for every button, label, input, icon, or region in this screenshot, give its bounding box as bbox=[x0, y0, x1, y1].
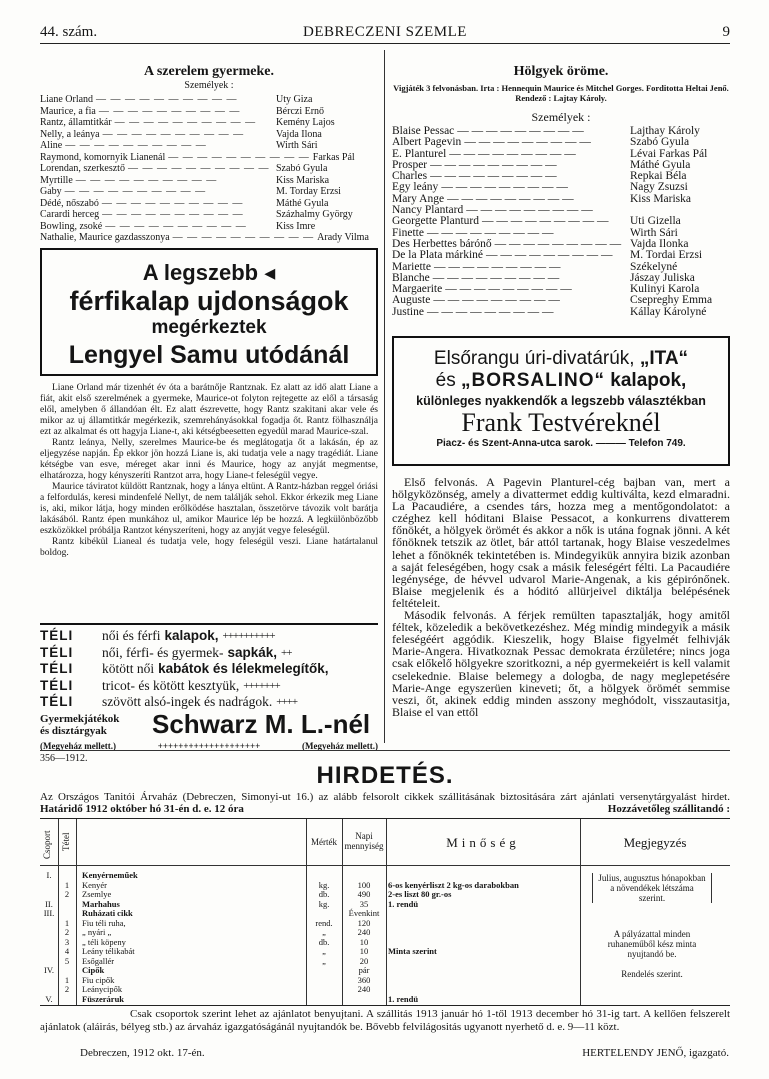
table-cell: „ téli köpeny bbox=[82, 936, 126, 947]
notice-footer: Csak csoportok szerint lehet az ajánlatot benyujtani. A szállitás 1913 január hó 1-től 1913 december hó 31-ig tart. A kellően felszerelt ajánlatok (aláirás, bélyeg stb.) az árvaház igazgatóságánál nyujtandók be. Bővebb felvilágositás ugyanott nyerhető d. e. 9—11 közt. bbox=[40, 1008, 730, 1033]
cast-role: Rantz, államtitkár bbox=[40, 117, 112, 128]
ad2-desc: kötött női bbox=[102, 661, 155, 676]
ad1-line4: Lengyel Samu utódánál bbox=[68, 341, 350, 369]
cast-row bbox=[40, 140, 378, 152]
cast-actor: Jászay Juliska bbox=[630, 271, 695, 284]
table-cell: Fiu cipők bbox=[82, 974, 115, 985]
table-cell: Esőgallér bbox=[82, 955, 115, 966]
table-cell: 100 bbox=[357, 879, 371, 890]
notice-intro bbox=[40, 791, 730, 815]
table-cell: 240 bbox=[357, 984, 371, 994]
table-cell: IV. bbox=[44, 965, 54, 975]
cast-role: Finette bbox=[392, 226, 424, 239]
table-cell: Kenyérneműek bbox=[82, 870, 138, 880]
table-cell: V. bbox=[45, 993, 53, 1004]
col-minoseg: Minőség bbox=[446, 835, 520, 850]
cast-row bbox=[40, 232, 378, 244]
table-cell: rend. bbox=[315, 917, 333, 928]
table-cell: II. bbox=[45, 898, 53, 909]
cast-role: Margaerite bbox=[392, 283, 443, 296]
cast-dash: — — — — — — — — — — bbox=[101, 197, 244, 209]
notice-ref: 356—1912. bbox=[40, 753, 88, 764]
col-napi: Napi mennyiség bbox=[344, 831, 384, 851]
cast-row bbox=[40, 221, 378, 233]
col-csoport: Csoport bbox=[42, 830, 52, 859]
cast-actor: Kiss Imre bbox=[276, 220, 316, 232]
cast-actor: Nagy Zsuzsi bbox=[630, 181, 688, 194]
table-cell: 10 bbox=[359, 936, 369, 947]
notice-signature: HERTELENDY JENŐ, igazgató. bbox=[582, 1047, 729, 1059]
ad2-row bbox=[40, 645, 378, 662]
cast-role: Liane Orland bbox=[40, 94, 94, 105]
right-subtitle: Vigjáték 3 felvonásban. Irta : Hennequin Maurice és Mitchel Gorges. Forditotta Heltai Jenő. Rendező : Lajtay Károly. bbox=[393, 83, 729, 103]
ad2-left2: és disztárgyak bbox=[40, 725, 107, 737]
ad-frank bbox=[392, 336, 730, 466]
table-cell: 490 bbox=[357, 889, 371, 899]
table-cell: Minta szerint bbox=[388, 946, 437, 956]
cast-row bbox=[40, 186, 378, 198]
ad2-bold: sapkák, bbox=[227, 644, 277, 660]
cast-role: Charles bbox=[392, 170, 428, 183]
cast-actor: Wirth Sári bbox=[630, 226, 678, 239]
cast-actor: M. Tordai Erzsi bbox=[630, 249, 703, 262]
table-cell: 4 bbox=[64, 946, 70, 956]
cast-row bbox=[392, 216, 730, 227]
ad3-line4: Frank Testvéreknél bbox=[461, 408, 661, 437]
table-cell: „ bbox=[322, 955, 326, 966]
table-cell: kg. bbox=[318, 898, 330, 909]
notice-date: Debreczen, 1912 okt. 17-én. bbox=[80, 1047, 205, 1059]
cast-dash: — — — — — — — — — bbox=[426, 226, 554, 239]
cast-dash: — — — — — — — — — — bbox=[65, 140, 207, 151]
cast-actor: Lajthay Károly bbox=[630, 125, 700, 137]
ad-schwarz bbox=[40, 628, 378, 711]
ad2-rule bbox=[40, 623, 378, 625]
cast-actor: Kiss Mariska bbox=[276, 174, 330, 186]
table-cell: Zsemlye bbox=[82, 889, 112, 899]
cast-row bbox=[392, 137, 730, 148]
cast-row bbox=[40, 106, 378, 118]
ad2-row bbox=[40, 678, 378, 695]
ad2-name: Schwarz M. L.-nél bbox=[152, 709, 371, 739]
cast-actor: Máthé Gyula bbox=[630, 158, 691, 171]
notice-table bbox=[40, 818, 730, 1006]
ad2-row bbox=[40, 661, 378, 678]
cast-role: Albert Pagevin bbox=[392, 136, 462, 149]
ad2-bold: kabátok és lélekmelegítők, bbox=[158, 661, 329, 676]
synopsis-paragraph: Rantz kibékül Lianeal és tudatja vele, hogy feleségül veszi. Liane határtalanul boldog. bbox=[40, 537, 378, 558]
cast-actor: Arady Vilma bbox=[317, 232, 369, 243]
journal-title: DEBRECZENI SZEMLE bbox=[303, 24, 467, 40]
cast-role: Aline bbox=[40, 140, 63, 151]
cast-dash: — — — — — — — — — bbox=[430, 170, 557, 183]
ad2-teli: TÉLI bbox=[40, 644, 74, 660]
table-cell: Füszeráruk bbox=[82, 993, 125, 1004]
table-cell: Marhahus bbox=[82, 898, 120, 909]
col-tetel: Tétel bbox=[61, 832, 71, 851]
cast-dash: — — — — — — — — — bbox=[430, 158, 557, 171]
ad2-bottom bbox=[40, 709, 378, 743]
cast-dash: — — — — — — — — — bbox=[433, 260, 561, 273]
ad2-row bbox=[40, 628, 378, 645]
cast-dash: — — — — — — — — — bbox=[441, 181, 568, 194]
synopsis-paragraph: Első felvonás. A Pagevin Planturel-cég bajban van, mert a hölgyközönség, amely a divattermet eddig kultiválta, kezd elmaradni. La Pacaudiére, a csendes társ, hozza meg a mentőgondolatot: a czéghez kell hóditani Blaise Pessacot, a konkurrens divatterem főnökét, a hölgyek örömét és akkor a nők is utána fognak jönni. A két főnöknek tetszik az ötlet, bár attól tartanak, hogy Blaise veszedelmes lehet a főnöknék tekintetében is. Mindegyikük annyira bizik azonban a saját feleségében, hogy csak a másik feleségért félti. La Pacaudiére legénysége, de hévvel udvarol Marie-Angenak, a kis gépirónőnek. Blaise megjelenik és a hóditó allürjeivel diktálja belépésének feltételeit. bbox=[392, 475, 730, 610]
ad2-desc: női, férfi- és gyermek- bbox=[102, 644, 224, 660]
notice-rule bbox=[40, 750, 730, 751]
cast-row bbox=[40, 198, 378, 210]
ad1-line3: megérkeztek bbox=[151, 317, 267, 338]
right-cast-heading: Személyek : bbox=[531, 110, 591, 124]
cast-actor: Máthé Gyula bbox=[276, 197, 329, 209]
cast-dash: — — — — — — — — — — bbox=[127, 163, 270, 174]
cast-row bbox=[40, 163, 378, 175]
right-play-title: Hölgyek öröme. bbox=[513, 64, 609, 79]
cast-actor: Kállay Károlyné bbox=[630, 305, 707, 318]
notice-intro-text: Az Országos Tanitói Árvaház (Debreczen, Simonyi-ut 16.) az alább felsorolt cikkek szállitásának biztositására zárt ajánlati versenytárgyalást hirdet. bbox=[40, 791, 730, 803]
table-row bbox=[40, 909, 730, 919]
cast-dash: — — — — — — — — — bbox=[486, 249, 613, 262]
cast-dash: — — — — — — — — — — bbox=[102, 209, 244, 220]
left-synopsis bbox=[40, 383, 378, 559]
table-cell: 3 bbox=[64, 936, 70, 947]
cast-role: Mariette bbox=[392, 260, 431, 273]
table-cell: „ bbox=[322, 927, 326, 937]
cast-row bbox=[40, 152, 378, 164]
cast-role: Nelly, a leánya bbox=[40, 128, 100, 140]
right-cast-list bbox=[392, 126, 730, 318]
right-synopsis bbox=[392, 476, 730, 718]
ad2-plus: +++++++ bbox=[243, 679, 280, 692]
ad2-teli: TÉLI bbox=[40, 661, 74, 676]
cast-dash: — — — — — — — — — bbox=[426, 305, 554, 318]
ad2-plus: ++++ bbox=[276, 696, 298, 708]
cast-actor: Szabó Gyula bbox=[276, 163, 328, 174]
cast-dash: — — — — — — — — — bbox=[445, 283, 572, 296]
cast-dash: — — — — — — — — — — bbox=[75, 174, 218, 186]
page-number: 9 bbox=[722, 24, 730, 40]
table-cell: 5 bbox=[64, 955, 70, 966]
cast-role: Auguste bbox=[392, 294, 431, 307]
ad3-line3: különleges nyakkendők a legszebb választékban bbox=[416, 394, 706, 408]
cast-actor: Százhalmy György bbox=[276, 209, 353, 220]
table-cell: 1 bbox=[64, 917, 70, 928]
cast-dash: — — — — — — — — — bbox=[464, 136, 591, 149]
cast-actor: Farkas Pál bbox=[312, 151, 355, 163]
cast-dash: — — — — — — — — — bbox=[466, 204, 593, 217]
ad2-foot-mid: ++++++++++++++++++++ bbox=[157, 741, 261, 751]
cast-dash: — — — — — — — — — bbox=[433, 294, 560, 307]
cast-row bbox=[40, 129, 378, 141]
cast-actor: Uti Gizella bbox=[630, 215, 681, 228]
ad2-desc: tricot- és kötött kesztyük, bbox=[102, 677, 240, 693]
ad1-line1: A legszebb ◂ bbox=[142, 260, 276, 285]
cast-role: Des Herbettes bárónő bbox=[392, 237, 492, 250]
table-cell: I. bbox=[46, 870, 52, 880]
cast-dash: — — — — — — — — — — bbox=[64, 186, 207, 197]
page-header bbox=[40, 22, 730, 44]
note-1: Julius, augusztus hónapokban a növendékek létszáma szerint. bbox=[592, 873, 712, 903]
cast-role: Blanche bbox=[392, 271, 430, 284]
table-cell: Kenyér bbox=[82, 879, 108, 890]
cast-role: Egy leány bbox=[392, 181, 439, 194]
table-cell: Évenkint bbox=[348, 908, 380, 918]
table-cell: Cipők bbox=[82, 965, 105, 975]
synopsis-paragraph: Rantz leánya, Nelly, szerelmes Maurice-be és meglátogatja őt a lakásán, ép az eljegyzése napján. Ép ekkor jön hozzá Liane is, aki tudatja vele a nagy tragédiát. Liane kétségbe van esve, méreget akar inni és Maurice, hogy az anyját megmentse, elhatározza, hogy kényszeríti Rantzot arra, hogy Liane-t feleségül vegye. bbox=[40, 438, 378, 481]
cast-actor: Wirth Sári bbox=[276, 140, 318, 151]
left-play-title: A szerelem gyermeke. bbox=[144, 64, 274, 79]
table-cell: pár bbox=[358, 965, 370, 975]
cast-role: E. Planturel bbox=[392, 147, 447, 160]
table-cell: 6-os kenyérliszt 2 kg-os darabokban bbox=[388, 879, 519, 890]
cast-dash: — — — — — — — — — — bbox=[98, 105, 241, 117]
cast-actor: Repkai Béla bbox=[630, 170, 687, 183]
table-cell: 2-es liszt 80 gr.-os bbox=[388, 889, 452, 899]
cast-row bbox=[40, 117, 378, 129]
cast-actor: Bérczi Ernő bbox=[276, 105, 325, 117]
col-mertek: Mérték bbox=[311, 837, 337, 847]
table-cell: 2 bbox=[64, 927, 70, 937]
cast-role: Gaby bbox=[40, 186, 62, 197]
cast-actor: Székelyné bbox=[630, 260, 678, 273]
table-cell: 120 bbox=[357, 917, 371, 928]
ad3-line2: és „BORSALINO“ kalapok, bbox=[435, 370, 687, 391]
cast-actor: Kiss Mariska bbox=[630, 192, 692, 205]
table-cell: 10 bbox=[359, 946, 369, 956]
ad2-foot-right: (Megyeház mellett.) bbox=[302, 741, 378, 751]
issue-number: 44. szám. bbox=[40, 24, 98, 40]
table-row bbox=[40, 995, 730, 1005]
cast-dash: — — — — — — — — — bbox=[447, 192, 574, 205]
notice-deadline: Határidő 1912 október hó 31-én d. e. 12 óra bbox=[40, 803, 244, 815]
col-megjegyzes: Megjegyzés bbox=[623, 835, 687, 850]
cast-dash: — — — — — — — — — — bbox=[102, 128, 245, 140]
cast-role: Raymond, komornyik Lianenál bbox=[40, 151, 166, 163]
cast-actor: Csepreghy Emma bbox=[630, 294, 713, 307]
table-cell: 35 bbox=[359, 898, 369, 909]
table-cell: db. bbox=[318, 889, 330, 899]
cast-row bbox=[392, 307, 730, 318]
table-cell: Fiu téli ruha, bbox=[82, 917, 126, 928]
cast-actor: M. Torday Erzsi bbox=[276, 186, 341, 197]
ad3-line5: Piacz- és Szent-Anna-utca sarok. ——— Telefon 749. bbox=[436, 438, 686, 449]
table-cell: 2 bbox=[64, 984, 70, 994]
cast-dash: — — — — — — — — — — bbox=[105, 220, 247, 232]
cast-role: Bowling, zsoké bbox=[40, 220, 103, 232]
ad2-plus: ++ bbox=[281, 646, 292, 659]
cast-dash: — — — — — — — — — bbox=[449, 147, 576, 160]
cast-actor: Vajda Ilona bbox=[276, 128, 322, 140]
cast-dash: — — — — — — — — — bbox=[494, 237, 622, 250]
table-cell: 1. rendü bbox=[388, 898, 419, 909]
cast-role: Myrtille bbox=[40, 174, 73, 186]
cast-role: Carardi herceg bbox=[40, 209, 100, 220]
ad2-left-text bbox=[40, 713, 119, 737]
table-row bbox=[40, 919, 730, 929]
ad2-plus: ++++++++++ bbox=[222, 630, 275, 642]
ad3-line1: Elsőrangu úri-divatárúk, „ITA“ bbox=[433, 348, 689, 369]
cast-role: Lorendan, szerkesztő bbox=[40, 163, 125, 174]
cast-role: Dédé, nőszabó bbox=[40, 197, 99, 209]
table-cell: Ruházati cikk bbox=[82, 908, 133, 918]
cast-role: Blaise Pessac bbox=[392, 125, 455, 137]
cast-role: Prosper bbox=[392, 158, 428, 171]
cast-role: De la Plata márkiné bbox=[392, 249, 484, 262]
note-3: Rendelés szerint. bbox=[621, 969, 683, 979]
note-2: A pályázattal minden ruhaneműből kész minta nyujtandó be. bbox=[607, 929, 697, 959]
cast-dash: — — — — — — — — — bbox=[432, 271, 560, 284]
cast-dash: — — — — — — — — — bbox=[457, 125, 584, 137]
table-cell: „ bbox=[322, 946, 326, 956]
ad2-desc: női és férfi bbox=[102, 628, 161, 643]
cast-role: Georgette Planturd bbox=[392, 215, 479, 228]
table-cell: 240 bbox=[357, 927, 371, 937]
synopsis-paragraph: Második felvonás. A férjek remülten tapasztalják, hogy amitől féltek, közeledik a bekövetkezéshez. Még mindig mindegyik a másik feleségéért aggódik. Kieszelik, hogy Blaise figyelmét felhivják Marie-Angera. Hivatkoznak Pessac demokrata érzületére; nincs joga csak előkelő hölgyekre szoritkozni, a nép gyermekeiért is kell valamit cselekednie. Blaise belemegy a dologba, de nagy meglepetésére Marie-Ange egyszerüen kineveti; őt, a hölgyek örömét semmise veszi, őt, akinek eddig minden asszony meghódolt, visszautasitja, Blaise el van ettől bbox=[392, 608, 730, 719]
ad2-left1: Gyermekjátékok bbox=[40, 713, 120, 725]
table-cell: 20 bbox=[359, 955, 369, 966]
table-cell: Leány télikabát bbox=[82, 946, 135, 956]
synopsis-paragraph: Maurice táviratot küldött Rantznak, hogy a lánya eltünt. A Rantz-házban reggel óriási a felfordulás, keresi mindenfelé Nellyt, de nem találják sehol. Ekkor érkezik meg Liane is, aki, mikor látja, hogy minden erőlködése hasztalan, összetörve távozik volt barátja lakásából. Rantz épen munkához ul, amikor Maurice lép be hozzá. A legkülönbözőbb eszközökkel próbálja Rantzot kényszeríteni, hogy az anyját vegye feleségül. bbox=[40, 482, 378, 536]
table-cell: „ nyári „ bbox=[82, 927, 112, 937]
cast-role: Mary Ange bbox=[392, 192, 445, 205]
cast-dash: — — — — — — — — — — bbox=[114, 117, 257, 128]
table-cell: Leánycipők bbox=[82, 984, 123, 994]
ad2-desc: szövött alsó-ingek és nadrágok. bbox=[102, 694, 273, 709]
cast-actor: Kulinyi Karola bbox=[630, 283, 700, 296]
cast-role: Maurice, a fia bbox=[40, 105, 96, 117]
cast-dash: — — — — — — — — — — bbox=[168, 151, 310, 163]
cast-row bbox=[40, 175, 378, 187]
table-cell: 360 bbox=[357, 974, 371, 985]
cast-actor: Uty Giza bbox=[276, 94, 313, 105]
table-cell: 2 bbox=[64, 889, 70, 899]
cast-role: Nancy Plantard bbox=[392, 204, 464, 217]
cast-dash: — — — — — — — — — — bbox=[96, 94, 238, 105]
table-cell: kg. bbox=[318, 879, 330, 890]
table-cell: db. bbox=[318, 936, 330, 947]
cast-actor: Szabó Gyula bbox=[630, 136, 690, 149]
cast-row bbox=[40, 94, 378, 106]
ad-lengyel-samu bbox=[40, 248, 378, 376]
notice-title: HIRDETÉS. bbox=[316, 762, 454, 789]
table-cell: 1 bbox=[64, 974, 70, 985]
cast-actor: Lévai Farkas Pál bbox=[630, 147, 708, 160]
cast-row bbox=[392, 250, 730, 261]
ad2-foot-left: (Megyeház mellett.) bbox=[40, 741, 116, 751]
cast-actor: Kemény Lajos bbox=[276, 117, 335, 128]
ad2-teli: TÉLI bbox=[40, 628, 74, 643]
cast-row bbox=[40, 209, 378, 221]
table-cell: 1 bbox=[64, 879, 70, 890]
notice-attach: Hozzávetőleg szállitandó : bbox=[607, 803, 730, 815]
ad2-bold: kalapok, bbox=[164, 628, 219, 643]
left-cast-list bbox=[40, 94, 378, 244]
cast-dash: — — — — — — — — — — bbox=[172, 232, 315, 243]
cast-role: Justine bbox=[392, 305, 424, 318]
cast-role: Nathalie, Maurice gazdasszonya bbox=[40, 232, 170, 243]
cast-dash: — — — — — — — — — bbox=[481, 215, 609, 228]
ad2-teli: TÉLI bbox=[40, 694, 74, 709]
table-cell: 1. rendü bbox=[388, 993, 419, 1004]
cast-actor: Vajda Ilonka bbox=[630, 237, 689, 250]
ad1-line2: férfikalap ujdonságok bbox=[69, 286, 349, 316]
ad2-teli: TÉLI bbox=[40, 677, 74, 693]
table-cell: III. bbox=[43, 908, 55, 918]
table-row bbox=[40, 985, 730, 995]
left-cast-heading: Személyek : bbox=[184, 80, 234, 91]
synopsis-paragraph: Liane Orland már tizenhét év óta a barátnője Rantznak. Ez alatt az idő alatt Liane a fiát, akit első szerelmének a gyermeke, Maurice-ot folyton rejtegette az elől a társaság elől, amelyben ő állandóan élt. Ez alatt észrevette, hogy Rantz szakitani akar vele és mikor az uj államtitkár megérkezik, szemrehányásokkal fogadja őt. Rantz fölhasználja ezt az alkalmat és ott hagyja Liane-t, aki kétségbeesetten egyedül marad Maurice-szal. bbox=[40, 383, 378, 437]
